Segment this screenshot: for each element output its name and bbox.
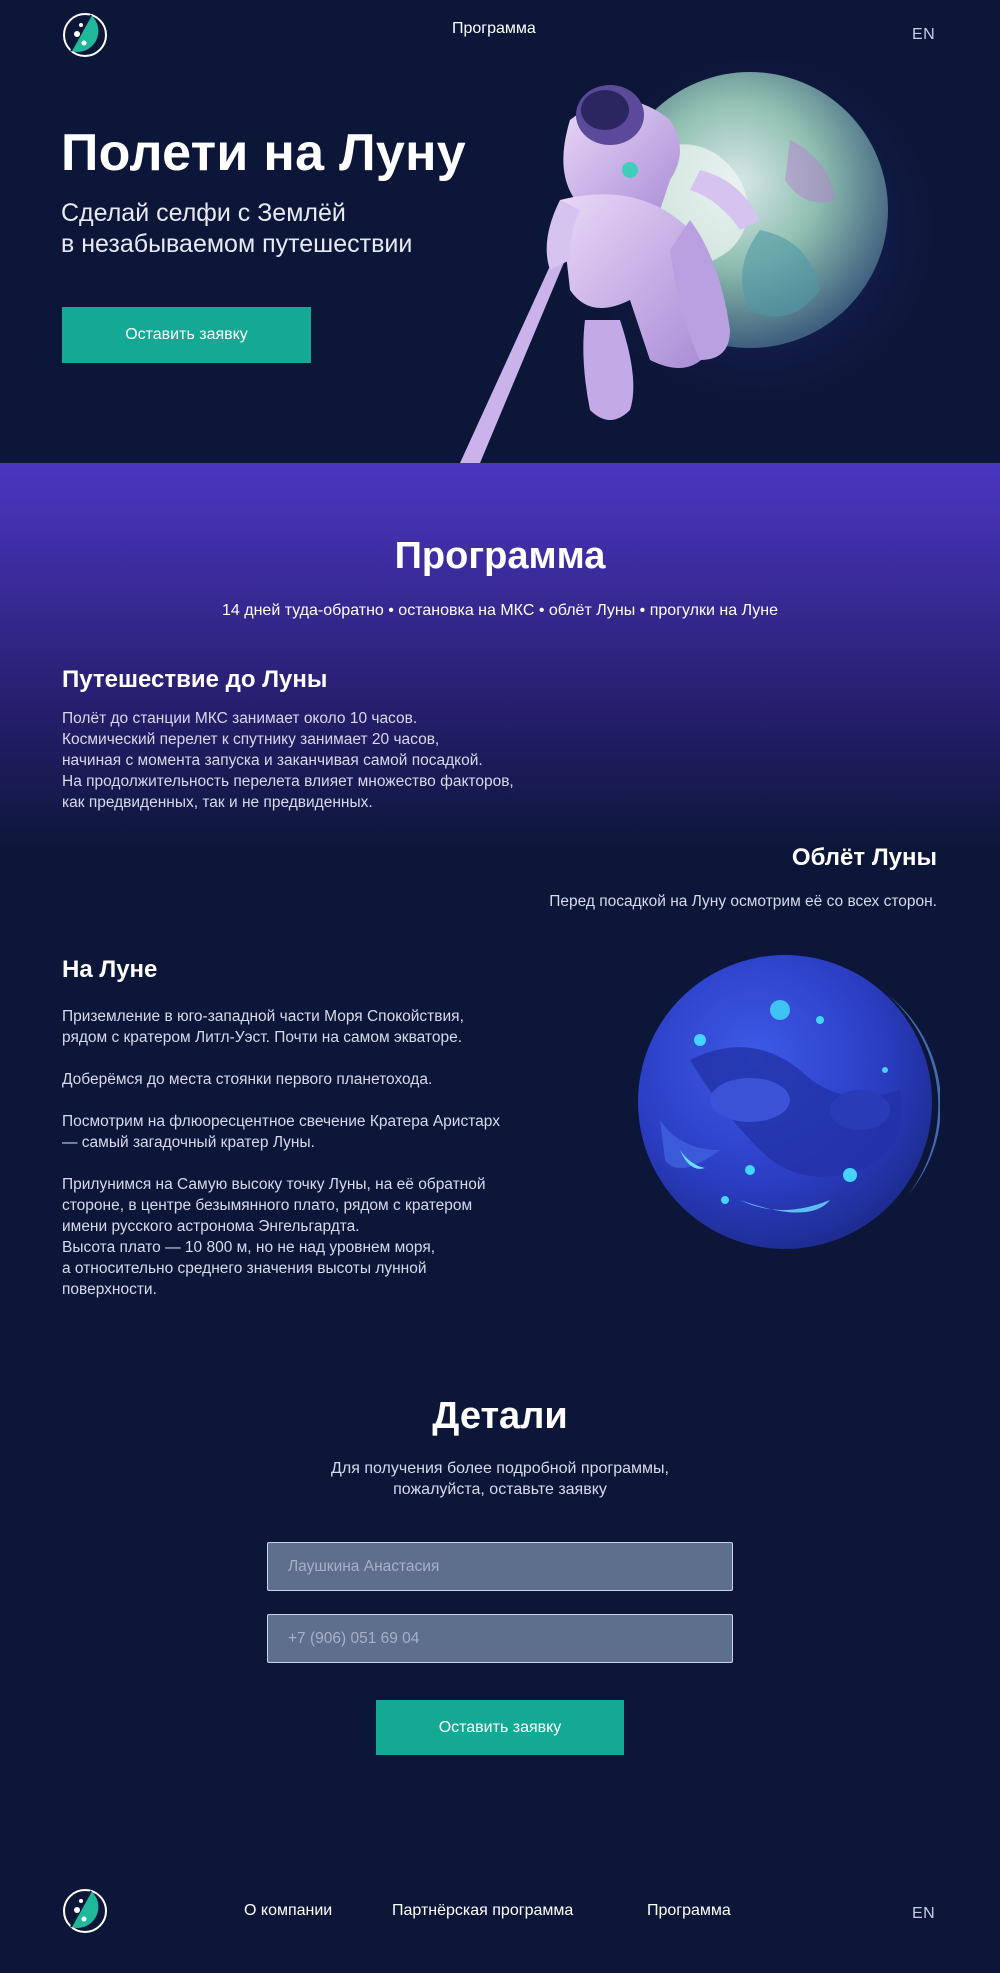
hero-section xyxy=(0,0,1000,463)
trip-text-line: как предвиденных, так и не предвиденных. xyxy=(62,794,373,811)
name-input[interactable] xyxy=(267,1542,733,1591)
trip-text-line: Космический перелет к спутнику занимает 20 часов, xyxy=(62,731,440,748)
footer-link-program[interactable]: Программа xyxy=(647,1902,731,1919)
hero-subtitle-line: в незабываемом путешествии xyxy=(61,230,413,258)
details-subtitle xyxy=(0,1458,1000,1500)
flyby-text: Перед посадкой на Луну осмотрим её со всех сторон. xyxy=(549,893,937,910)
moon-text-line: Прилунимся на Самую высоку точку Луны, на её обратной xyxy=(62,1176,486,1193)
moon-text-line: Высота плато — 10 800 м, но не над уровнем моря, xyxy=(62,1239,436,1256)
language-switch[interactable]: EN xyxy=(912,26,936,43)
moon-text-line: поверхности. xyxy=(62,1281,157,1298)
trip-text-line: начиная с момента запуска и заканчивая самой посадкой. xyxy=(62,752,483,769)
moon-paragraph xyxy=(62,1174,622,1300)
moon-text-line: имени русского астронома Энгельгардта. xyxy=(62,1218,360,1235)
trip-text-line: Полёт до станции МКС занимает около 10 часов. xyxy=(62,710,418,727)
astronaut-earth-illustration xyxy=(460,60,960,463)
moon-slice-logo-icon[interactable] xyxy=(61,10,109,60)
program-title: Программа xyxy=(394,535,606,577)
submit-application-button[interactable]: Оставить заявку xyxy=(376,1700,624,1755)
moon-text-line: Посмотрим на флюоресцентное свечение Кратера Аристарх xyxy=(62,1113,500,1130)
moon-text-line: Приземление в юго-западной части Моря Спокойствия, xyxy=(62,1008,464,1025)
details-subtitle-line: пожалуйста, оставьте заявку xyxy=(393,1481,607,1498)
trip-title: Путешествие до Луны xyxy=(62,666,328,693)
hero-apply-button[interactable]: Оставить заявку xyxy=(62,307,311,363)
hero-title: Полети на Луну xyxy=(61,124,467,182)
blue-moon-illustration xyxy=(630,950,940,1255)
hero-subtitle xyxy=(61,198,412,260)
footer-link-about[interactable]: О компании xyxy=(244,1902,333,1919)
moon-text-line: а относительно среднего значения высоты лунной xyxy=(62,1260,427,1277)
trip-text xyxy=(62,708,622,813)
nav-link-program[interactable]: Программа xyxy=(452,20,536,37)
details-title: Детали xyxy=(432,1395,568,1437)
moon-text-line: стороне, в центре безымянного плато, рядом с кратером xyxy=(62,1197,473,1214)
trip-text-line: На продолжительность перелета влияет множество факторов, xyxy=(62,773,514,790)
moon-paragraph xyxy=(62,1069,622,1090)
moon-text-line: Доберёмся до места стоянки первого планетохода. xyxy=(62,1071,433,1088)
moon-text-line: — самый загадочный кратер Луны. xyxy=(62,1134,315,1151)
footer-language-switch[interactable]: EN xyxy=(912,1905,936,1922)
moon-text-line: рядом с кратером Литл-Уэст. Почти на самом экваторе. xyxy=(62,1029,463,1046)
phone-input[interactable] xyxy=(267,1614,733,1663)
program-tagline: 14 дней туда-обратно • остановка на МКС • облёт Луны • прогулки на Луне xyxy=(222,602,778,619)
moon-paragraph xyxy=(62,1006,622,1048)
program-section xyxy=(0,463,1000,853)
hero-subtitle-line: Сделай селфи с Землёй xyxy=(61,199,346,227)
moon-paragraph xyxy=(62,1111,622,1153)
on-moon-title: На Луне xyxy=(62,956,158,983)
on-moon-text xyxy=(62,1006,622,1321)
footer-link-partner-program[interactable]: Партнёрская программа xyxy=(392,1902,574,1919)
flyby-title: Облёт Луны xyxy=(791,844,937,871)
footer-nav xyxy=(0,1902,1000,1924)
details-subtitle-line: Для получения более подробной программы, xyxy=(331,1460,669,1477)
